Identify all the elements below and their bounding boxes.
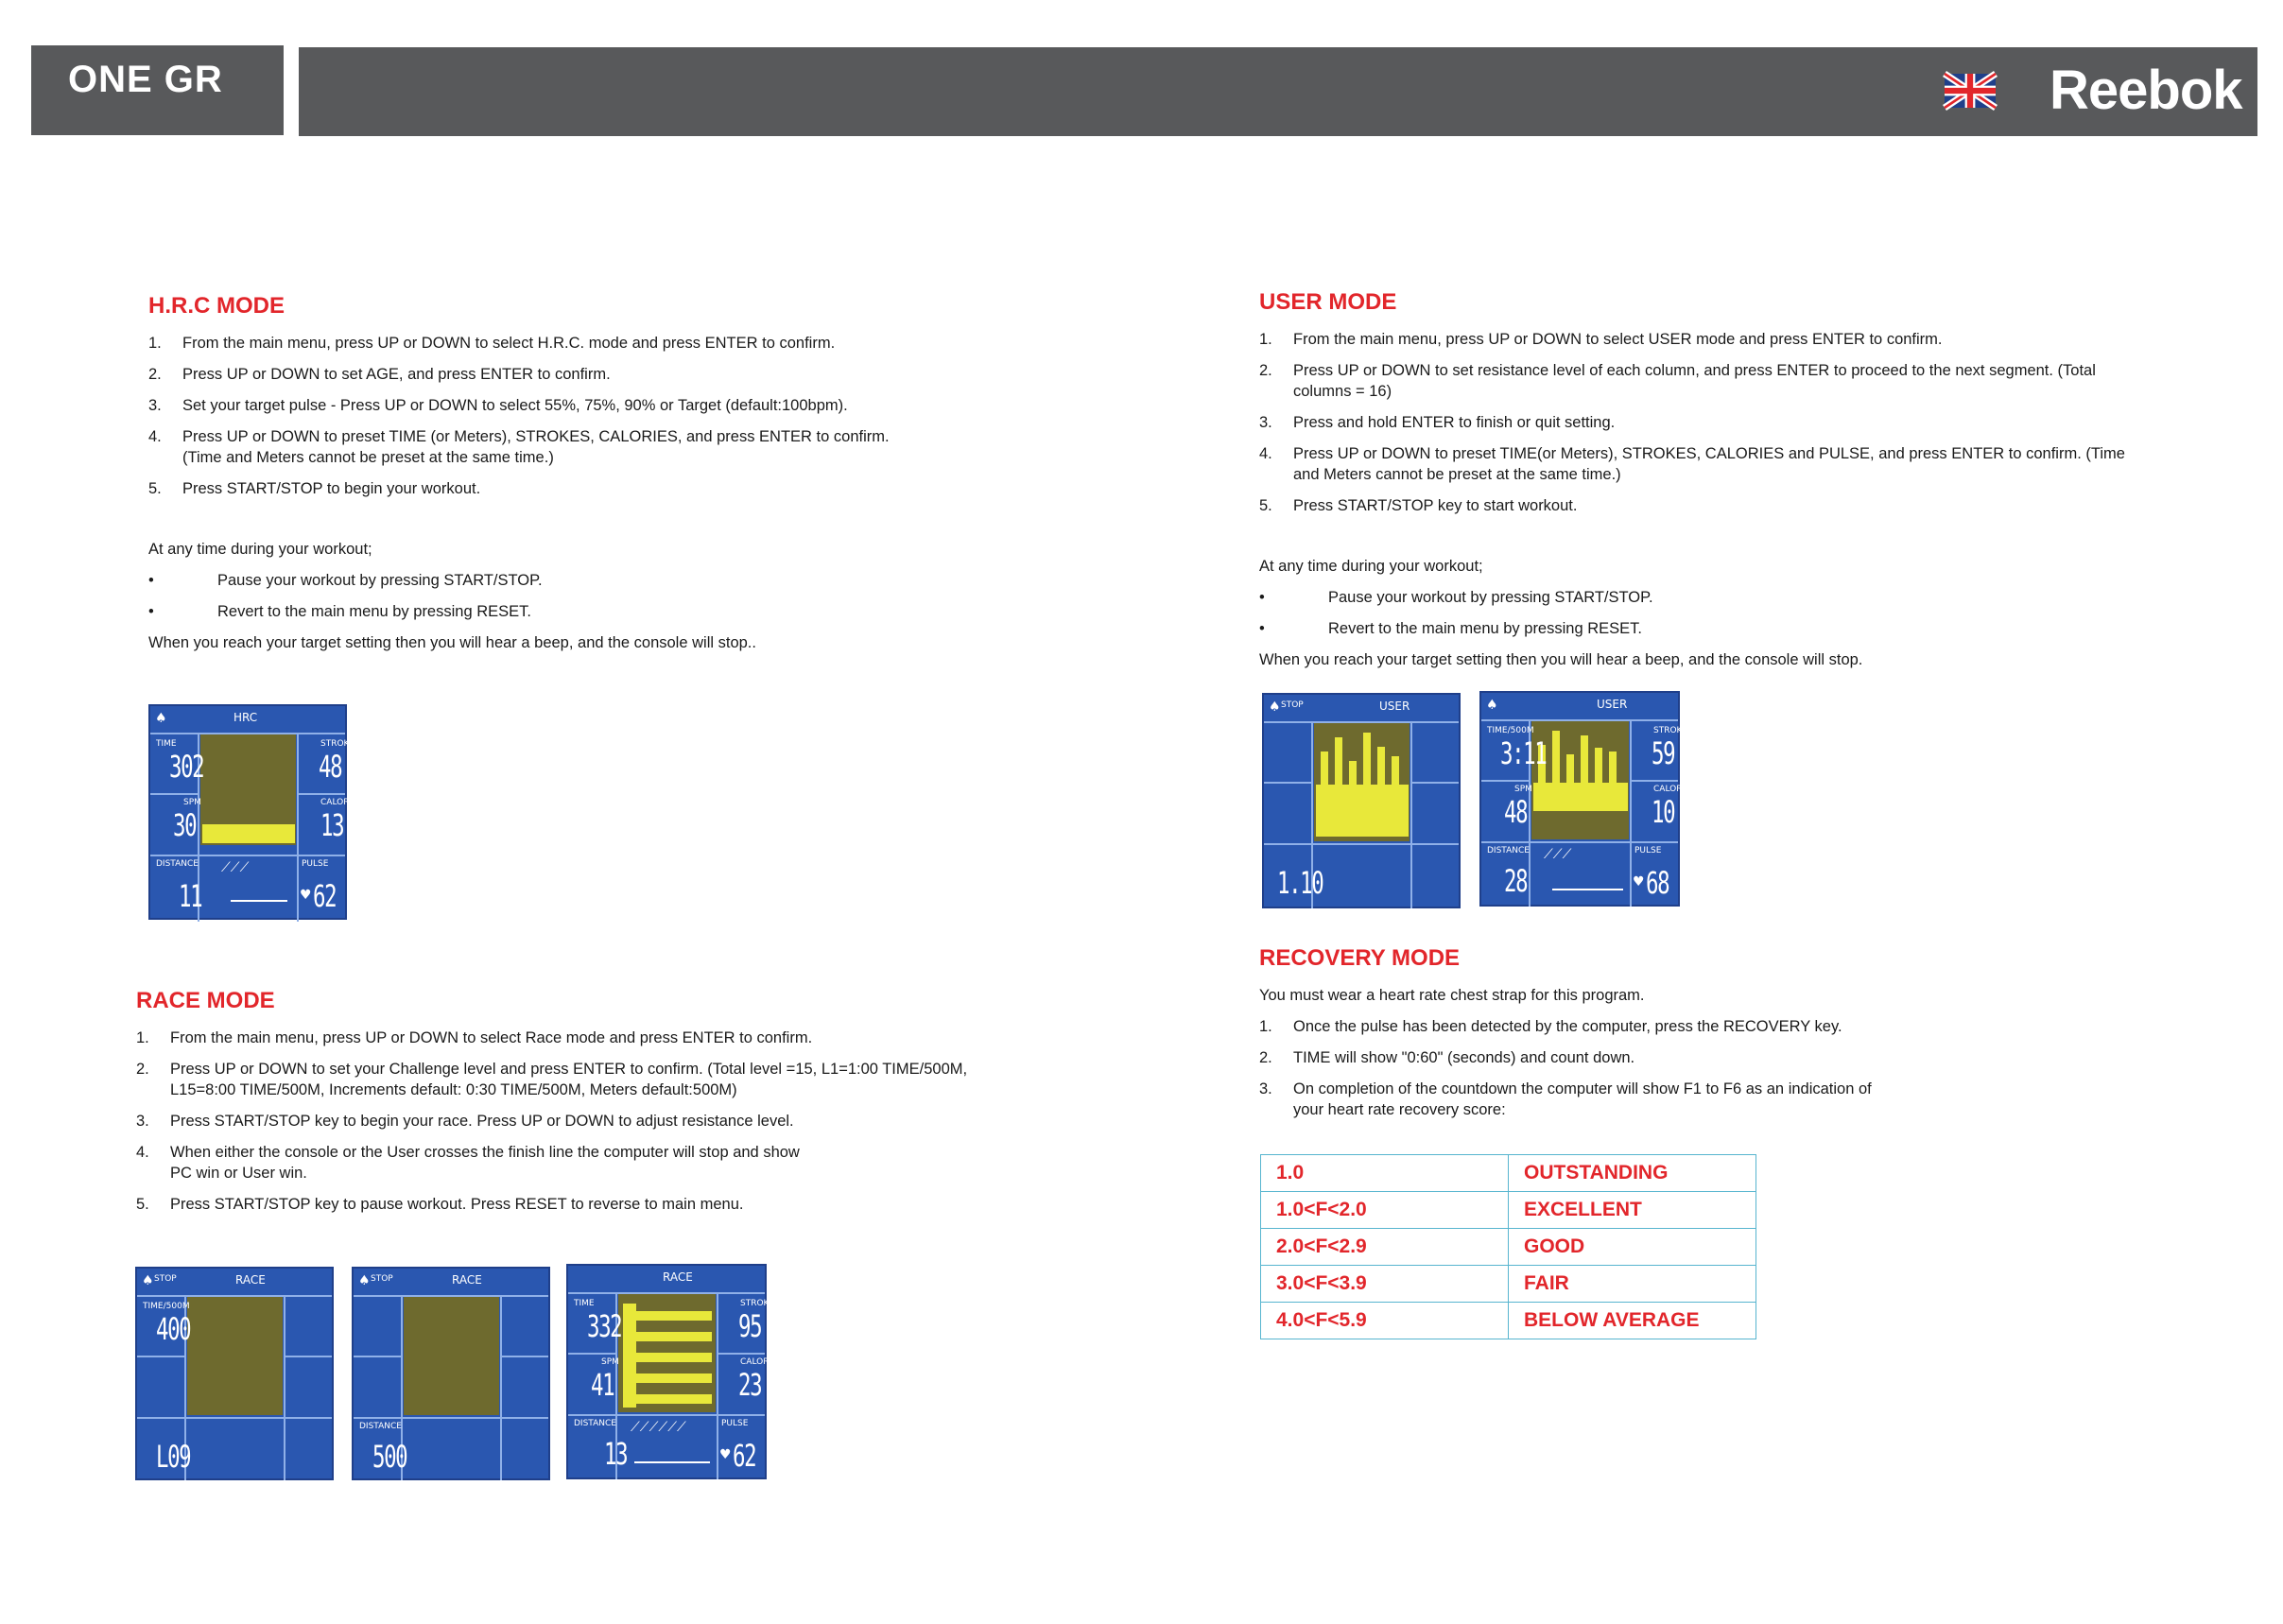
race-title: RACE MODE — [136, 988, 275, 1013]
rower-icon: ⟋⟋⟋⟋⟋⟋ — [631, 1420, 686, 1435]
user-during: At any time during your workout; — [1259, 558, 1483, 575]
list-item: 3. On completion of the countdown the computer will show F1 to F6 as an indication of your heart rate recovery score: — [1259, 1080, 1872, 1118]
list-item: 2. Press UP or DOWN to set AGE, and press ENTER to confirm. — [148, 366, 611, 383]
hrc-during: At any time during your workout; — [148, 541, 372, 558]
list-item: 2. Press UP or DOWN to set resistance level of each column, and press ENTER to proceed to the next segment. (Total columns = 16) — [1259, 362, 2096, 400]
hrc-bullet: • Pause your workout by pressing START/STOP. — [148, 572, 543, 589]
brand-logo: Reebok — [2050, 60, 2242, 121]
running-man-icon: ♠ — [142, 1273, 154, 1288]
table-row: 2.0<F<2.9 GOOD — [1261, 1229, 1756, 1266]
list-item: 3. Press and hold ENTER to finish or quit setting. — [1259, 414, 1616, 431]
list-item: 5. Press START/STOP key to pause workout. Press RESET to reverse to main menu. — [136, 1196, 744, 1213]
list-item: 2. TIME will show "0:60" (seconds) and count down. — [1259, 1049, 1635, 1066]
list-item: 3. Press START/STOP key to begin your race. Press UP or DOWN to adjust resistance level. — [136, 1113, 794, 1130]
model-banner — [31, 45, 284, 135]
brand-banner — [299, 47, 2257, 136]
list-item: 4. When either the console or the User crosses the finish line the computer will stop and show PC win or User win. — [136, 1144, 800, 1182]
recovery-score-table — [1260, 1154, 1756, 1339]
user-end: When you reach your target setting then you will hear a beep, and the console will stop. — [1259, 651, 1863, 668]
hrc-steps — [148, 333, 1094, 499]
list-item: 1. Once the pulse has been detected by the computer, press the RECOVERY key. — [1259, 1018, 1842, 1035]
recovery-intro: You must wear a heart rate chest strap for this program. — [1259, 987, 1645, 1004]
running-man-icon: ♠ — [358, 1273, 371, 1288]
hrc-title: H.R.C MODE — [148, 293, 285, 319]
list-item: 1. From the main menu, press UP or DOWN to select H.R.C. mode and press ENTER to confirm. — [148, 335, 836, 352]
table-row: 1.0<F<2.0 EXCELLENT — [1261, 1192, 1756, 1229]
user-title: USER MODE — [1259, 289, 1397, 315]
uk-flag-icon — [1945, 74, 1996, 108]
table-row: 4.0<F<5.9 BELOW AVERAGE — [1261, 1303, 1756, 1339]
race-console-display-3: RACE TIME 332 SPM 41 DISTANCE 13 STROKES 95 CALORIES 23 PULSE ♥ 62 ⟋⟋⟋⟋⟋⟋ — [566, 1264, 767, 1479]
hrc-console-display: ♠ HRC TIME 302 SPM 30 DISTANCE 11 STROKES 48 CALORIES 13 PULSE ♥ 62 ⟋⟋⟋ — [148, 704, 347, 920]
race-console-display-1: ♠ STOP RACE TIME/500M 400 L09 — [135, 1267, 334, 1480]
heart-icon: ♥ — [1633, 874, 1645, 890]
list-item: 5. Press START/STOP key to start workout. — [1259, 497, 1578, 514]
list-item: 4. Press UP or DOWN to preset TIME (or Meters), STROKES, CALORIES, and press ENTER to confirm. (Time and Meters cannot be preset at the same time.) — [148, 428, 890, 466]
list-item: 5. Press START/STOP to begin your workout. — [148, 480, 481, 497]
table-row: 1.0 OUTSTANDING — [1261, 1155, 1756, 1192]
list-item: 4. Press UP or DOWN to preset TIME(or Meters), STROKES, CALORIES and PULSE, and press ENTER to confirm. (Time and Meters cannot be preset at the same time.) — [1259, 445, 2125, 483]
heart-icon: ♥ — [719, 1447, 732, 1462]
recovery-steps — [1259, 1016, 2252, 1120]
list-item: 3. Set your target pulse - Press UP or DOWN to select 55%, 75%, 90% or Target (default:100bpm). — [148, 397, 848, 414]
recovery-title: RECOVERY MODE — [1259, 945, 1461, 971]
list-item: 2. Press UP or DOWN to set your Challenge level and press ENTER to confirm. (Total level =15, L1=1:00 TIME/500M, L15=8:00 TIME/500M, Increments default: 0:30 TIME/500M, Meters default:500M) — [136, 1061, 968, 1098]
user-bullet: • Revert to the main menu by pressing RESET. — [1259, 620, 1642, 637]
race-steps — [136, 1028, 1081, 1215]
running-man-icon: ♠ — [1486, 698, 1498, 713]
user-console-display-2: ♠ USER TIME/500M 3:11 SPM 48 DISTANCE 28 STROKES 59 CALORIES 10 PULSE ♥ 68 ⟋⟋⟋ — [1479, 691, 1680, 907]
hrc-end: When you reach your target setting then you will hear a beep, and the console will stop.. — [148, 634, 756, 651]
hrc-section — [148, 293, 1094, 664]
user-bullet: • Pause your workout by pressing START/STOP. — [1259, 589, 1653, 606]
rower-icon: ⟋⟋⟋ — [1544, 847, 1572, 862]
user-steps — [1259, 329, 2252, 516]
race-section — [136, 988, 1081, 1225]
running-man-icon: ♠ — [155, 711, 167, 726]
user-console-display-1: ♠ STOP USER 1.10 — [1262, 693, 1461, 908]
model-name: ONE GR — [68, 59, 223, 100]
hrc-bullet: • Revert to the main menu by pressing RESET. — [148, 603, 531, 620]
user-section — [1259, 289, 2252, 681]
running-man-icon: ♠ — [1269, 700, 1281, 715]
list-item: 1. From the main menu, press UP or DOWN to select USER mode and press ENTER to confirm. — [1259, 331, 1943, 348]
recovery-section — [1259, 945, 2252, 1131]
race-console-display-2: ♠ STOP RACE DISTANCE 500 — [352, 1267, 550, 1480]
heart-icon: ♥ — [300, 888, 312, 903]
rower-icon: ⟋⟋⟋ — [221, 860, 250, 875]
table-row: 3.0<F<3.9 FAIR — [1261, 1266, 1756, 1303]
list-item: 1. From the main menu, press UP or DOWN to select Race mode and press ENTER to confirm. — [136, 1029, 813, 1046]
